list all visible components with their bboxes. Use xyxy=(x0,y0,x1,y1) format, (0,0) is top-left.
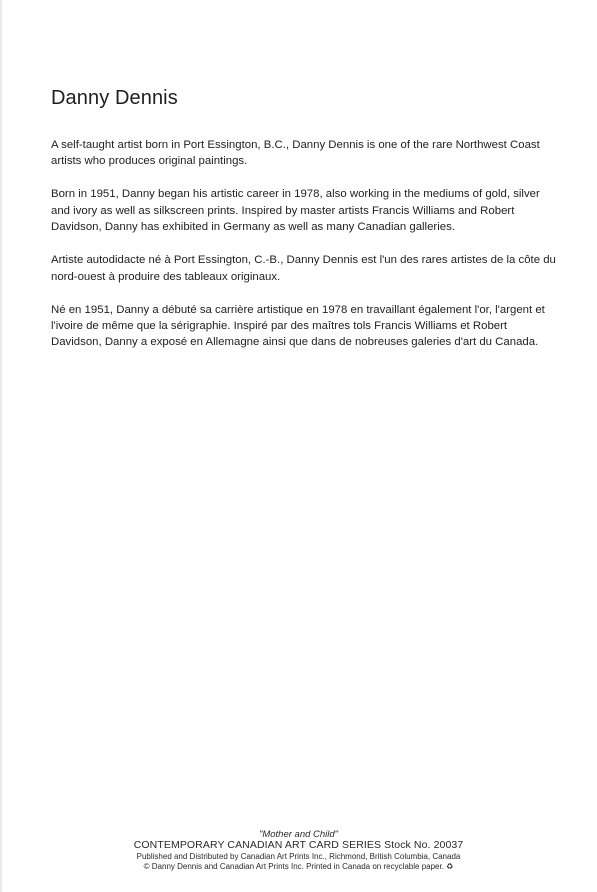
card-footer xyxy=(0,829,597,872)
bio-paragraph-fr-2: Né en 1951, Danny a débuté sa carrière artistique en 1978 en travaillant également l'or, l'argent et l'ivoire de même que la sérigraphie. Inspiré par des maîtres tols Francis Williams et Robert Davidson, Danny a exposé en Allemagne ainsi que dans de nobreuses galeries d'art du Canada. xyxy=(51,303,545,349)
series-line: CONTEMPORARY CANADIAN ART CARD SERIES Stock No. 20037 xyxy=(133,839,464,851)
page-edge-shadow xyxy=(0,0,3,892)
bio-paragraph-en-2: Born in 1951, Danny began his artistic career in 1978, also working in the mediums of gold, silver and ivory as well as silkscreen prints. Inspired by master artists Francis Williams and Robert Davidson, Danny has exhibited in Germany as well as many Canadian galleries. xyxy=(51,188,540,234)
artist-name-title: Danny Dennis xyxy=(51,87,178,109)
copyright-line: © Danny Dennis and Canadian Art Prints Inc. Printed in Canada on recyclable paper. ♻ xyxy=(143,861,454,871)
artwork-title: "Mother and Child" xyxy=(258,829,339,840)
publisher-line: Published and Distributed by Canadian Art Prints Inc., Richmond, British Columbia, Canada xyxy=(136,851,461,861)
bio-paragraph-en-1: A self-taught artist born in Port Essington, B.C., Danny Dennis is one of the rare Northwest Coast artists who produces original paintings. xyxy=(51,139,540,168)
bio-paragraph-fr-1: Artiste autodidacte né à Port Essington, C.-B., Danny Dennis est l'un des rares artistes de la côte du nord-ouest à produire des tableaux originaux. xyxy=(51,254,556,283)
artist-biography xyxy=(51,137,557,367)
